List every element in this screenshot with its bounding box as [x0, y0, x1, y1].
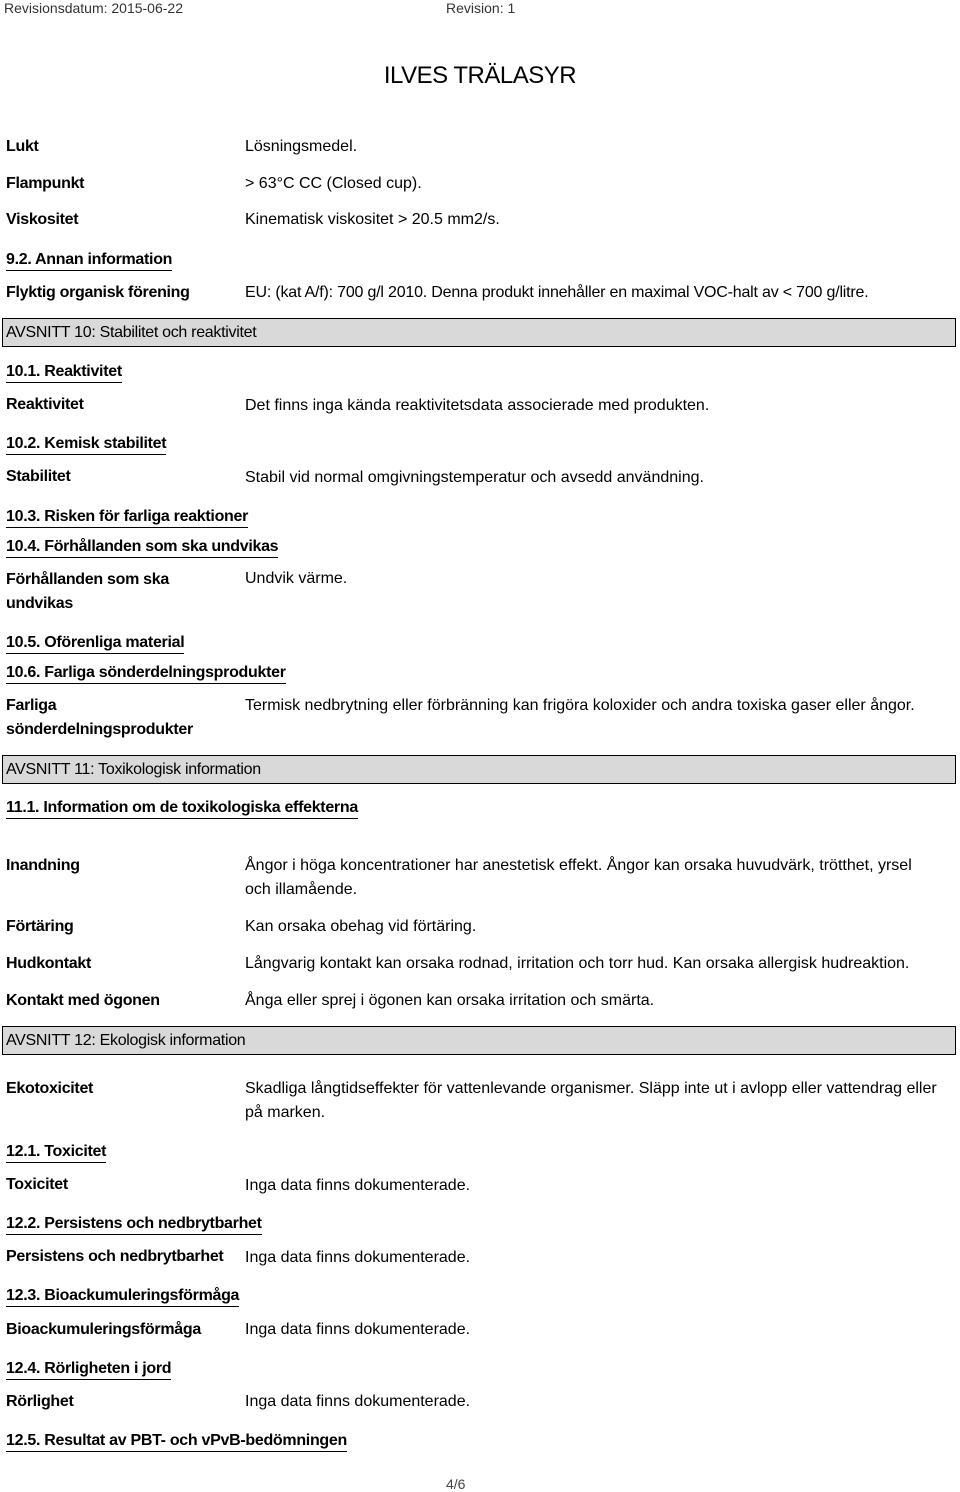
- subheading-12-2: 12.2. Persistens och nedbrytbarhet: [6, 1214, 262, 1235]
- subheading-12-1: 12.1. Toxicitet: [6, 1142, 106, 1163]
- section-12-header: AVSNITT 12: Ekologisk information: [2, 1026, 956, 1055]
- stabilitet-label: Stabilitet: [6, 468, 71, 485]
- fortaring-label: Förtäring: [6, 918, 74, 935]
- prop-label-viskositet: Viskositet: [6, 211, 79, 228]
- forhallanden-value: Undvik värme.: [245, 570, 348, 587]
- hudkontakt-value: Långvarig kontakt kan orsaka rodnad, irritation och torr hud. Kan orsaka allergisk hudreaktion.: [245, 955, 910, 972]
- voc-value: EU: (kat A/f): 700 g/l 2010. Denna produkt innehåller en maximal VOC-halt av < 700 g/litre.: [245, 284, 869, 301]
- ekotoxicitet-label: Ekotoxicitet: [6, 1080, 94, 1097]
- toxicitet-label: Toxicitet: [6, 1176, 68, 1193]
- stabilitet-value: Stabil vid normal omgivningstemperatur och avsedd användning.: [245, 469, 704, 486]
- subheading-10-4: 10.4. Förhållanden som ska undvikas: [6, 537, 278, 558]
- bioackumulering-value: Inga data finns dokumenterade.: [245, 1321, 471, 1338]
- reaktivitet-value: Det finns inga kända reaktivitetsdata associerade med produkten.: [245, 397, 710, 414]
- page-number: 4/6: [446, 1476, 466, 1492]
- prop-label-lukt: Lukt: [6, 138, 39, 155]
- subheading-12-5: 12.5. Resultat av PBT- och vPvB-bedömningen: [6, 1431, 347, 1452]
- ogon-label: Kontakt med ögonen: [6, 992, 160, 1009]
- subheading-12-3: 12.3. Bioackumuleringsförmåga: [6, 1286, 239, 1307]
- reaktivitet-label: Reaktivitet: [6, 396, 84, 413]
- persistens-label: Persistens och nedbrytbarhet: [6, 1248, 224, 1265]
- revision-number: Revision: 1: [446, 0, 516, 16]
- prop-value-viskositet: Kinematisk viskositet > 20.5 mm2/s.: [245, 211, 500, 228]
- subheading-10-6: 10.6. Farliga sönderdelningsprodukter: [6, 663, 286, 684]
- inandning-label: Inandning: [6, 857, 80, 874]
- subheading-10-5: 10.5. Oförenliga material: [6, 633, 184, 654]
- subheading-10-2: 10.2. Kemisk stabilitet: [6, 434, 166, 455]
- section-10-header: AVSNITT 10: Stabilitet och reaktivitet: [2, 318, 956, 347]
- farliga-label: Farliga sönderdelningsprodukter: [6, 697, 193, 738]
- subheading-10-1: 10.1. Reaktivitet: [6, 362, 122, 383]
- subheading-9-2: 9.2. Annan information: [6, 250, 172, 271]
- hudkontakt-label: Hudkontakt: [6, 955, 92, 972]
- fortaring-value: Kan orsaka obehag vid förtäring.: [245, 918, 477, 935]
- farliga-value: Termisk nedbrytning eller förbränning kan frigöra koloxider och andra toxiska gaser eller ångor.: [245, 697, 915, 714]
- persistens-value: Inga data finns dokumenterade.: [245, 1249, 471, 1266]
- section-11-header: AVSNITT 11: Toxikologisk information: [2, 755, 956, 784]
- subheading-12-4: 12.4. Rörligheten i jord: [6, 1359, 171, 1380]
- subheading-11-1: 11.1. Information om de toxikologiska effekterna: [6, 798, 358, 819]
- prop-value-lukt: Lösningsmedel.: [245, 138, 358, 155]
- prop-label-flampunkt: Flampunkt: [6, 175, 85, 192]
- ogon-value: Ånga eller sprej i ögonen kan orsaka irritation och smärta.: [245, 992, 655, 1009]
- voc-label: Flyktig organisk förening: [6, 284, 190, 301]
- subheading-10-3: 10.3. Risken för farliga reaktioner: [6, 507, 248, 528]
- rorlighet-value: Inga data finns dokumenterade.: [245, 1393, 471, 1410]
- revision-date: Revisionsdatum: 2015-06-22: [4, 0, 183, 16]
- prop-value-flampunkt: > 63°C CC (Closed cup).: [245, 175, 422, 192]
- toxicitet-value: Inga data finns dokumenterade.: [245, 1177, 471, 1194]
- forhallanden-label: Förhållanden som ska undvikas: [6, 571, 169, 612]
- rorlighet-label: Rörlighet: [6, 1393, 74, 1410]
- ekotoxicitet-value: Skadliga långtidseffekter för vattenlevande organismer. Släpp inte ut i avlopp eller vattendrag eller på marken.: [245, 1080, 937, 1121]
- page-title: ILVES TRÄLASYR: [383, 62, 577, 89]
- inandning-value: Ångor i höga koncentrationer har anestetisk effekt. Ångor kan orsaka huvudvärk, trötthet, yrsel och illamående.: [245, 857, 912, 898]
- bioackumulering-label: Bioackumuleringsförmåga: [6, 1321, 201, 1338]
